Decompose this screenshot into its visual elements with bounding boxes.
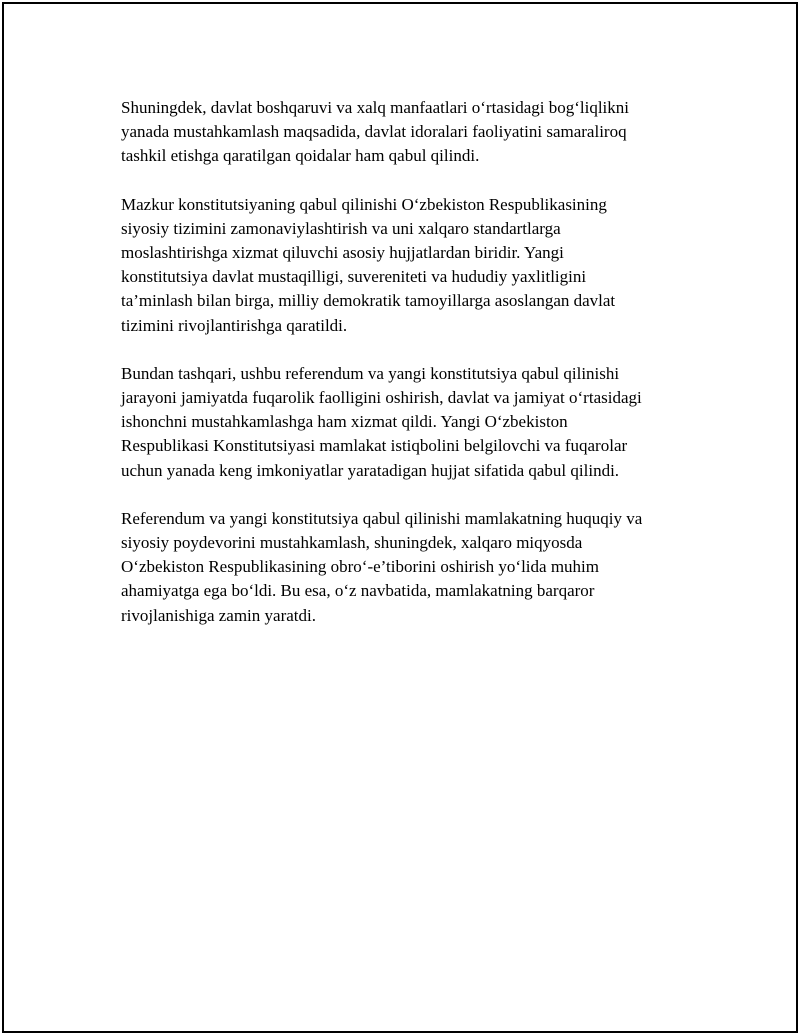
paragraph-2: Mazkur konstitutsiyaning qabul qilinishi O‘zbekiston Respublikasining siyosiy tizimini zamonaviylashtirish va uni xalqaro standartlarga moslashtirishga xizmat qiluvchi asosiy hujjatlardan biridir. Yangi konstitutsiya davlat mustaqilligi, suvereniteti va hududiy yaxlitligini ta’minlash bilan birga, milliy demokratik tamoyillarga asoslangan davlat tizimini rivojlantirishga qaratildi.: [121, 194, 616, 335]
paragraph-4: Referendum va yangi konstitutsiya qabul qilinishi mamlakatning huquqiy va siyosiy poydevorini mustahkamlash, shuningdek, xalqaro miqyosda O‘zbekiston Respublikasining obro‘-e’tiborini oshirish yo‘lida muhim ahamiyatga ega bo‘ldi. Bu esa, o‘z navbatida, mamlakatning barqaror rivojlanishiga zamin yaratdi.: [121, 508, 643, 625]
paragraph-1: Shuningdek, davlat boshqaruvi va xalq manfaatlari o‘rtasidagi bog‘liqlikni yanada mustahkamlash maqsadida, davlat idoralari faoliyatini samaraliroq tashkil etishga qaratilgan qoidalar ham qabul qilindi.: [121, 98, 629, 166]
document-page: [2, 2, 798, 1033]
document-body: [121, 96, 706, 652]
paragraph-3: Bundan tashqari, ushbu referendum va yangi konstitutsiya qabul qilinishi jarayoni jamiyatda fuqarolik faolligini oshirish, davlat va jamiyat o‘rtasidagi ishonchni mustahkamlashga ham xizmat qildi. Yangi O‘zbekiston Respublikasi Konstitutsiyasi mamlakat istiqbolini belgilovchi va fuqarolar uchun yanada keng imkoniyatlar yaratadigan hujjat sifatida qabul qilindi.: [121, 363, 642, 480]
